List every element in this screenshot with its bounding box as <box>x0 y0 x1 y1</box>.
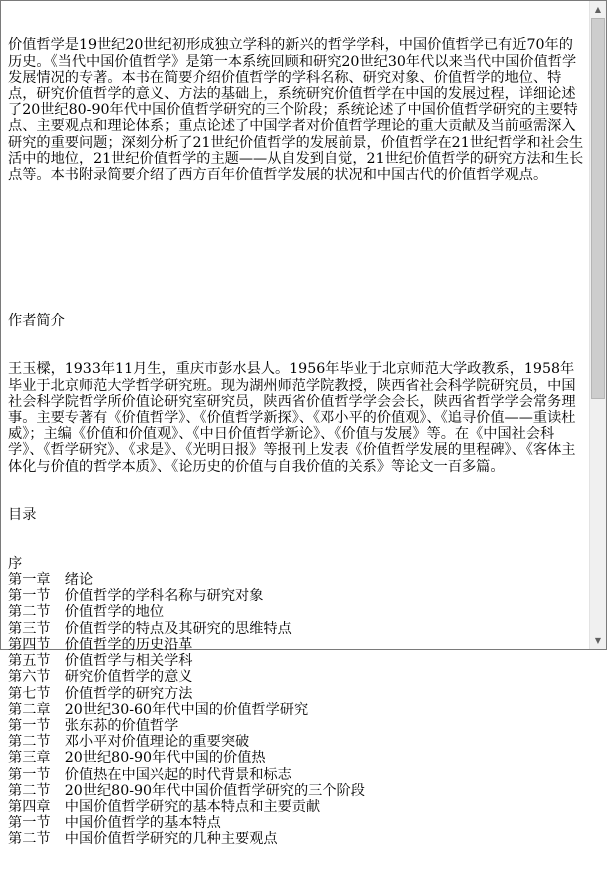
scroll-up-arrow-icon[interactable]: ▲ <box>594 5 602 14</box>
toc-item: 第三节 价值哲学的特点及其研究的思维特点 <box>8 620 292 637</box>
toc-item: 第三章 20世纪80-90年代中国的价值热 <box>8 750 266 767</box>
toc-item: 第七节 价值哲学的研究方法 <box>8 685 193 702</box>
document-text-area[interactable] <box>1 1 590 848</box>
toc-item: 第五节 价值哲学与相关学科 <box>8 653 193 670</box>
toc-item: 第二节 中国价值哲学研究的几种主要观点 <box>8 831 278 848</box>
blank-line <box>8 216 586 232</box>
toc-item: 第一节 中国价值哲学的基本特点 <box>8 815 221 832</box>
scrollbar-track[interactable] <box>590 18 606 632</box>
toc-heading: 目录 <box>8 507 37 524</box>
author-bio: 王玉樑，1933年11月生，重庆市彭水县人。1956年毕业于北京师范大学政教系，1958年毕业于北京师范大学哲学研究班。现为湖州师范学院教授，陕西省社会科学院研究员，中国社会科学院哲学所价值论研究室研究员，陕西省价值哲学学会会长，陕西省哲学学会常务理事。主要专著有《价值哲学》、《价值哲学新探》、《邓小平的价值观》、《追寻价值——重读杜威》；主编《价值和价值观》、《中日价值哲学新论》、《价值与发展》等。在《中国社会科学》、《哲学研究》、《求是》、《光明日报》等报刊上发表《价值哲学发展的里程碑》、《客体主体化与价值的哲学本质》、《论历史的价值与自我价值的关系》等论文一百多篇。 <box>8 361 576 475</box>
toc-item: 第一节 张东荪的价值哲学 <box>8 717 179 734</box>
intro-paragraph: 价值哲学是19世纪20世纪初形成独立学科的新兴的哲学学科，中国价值哲学已有近70年的历史。《当代中国价值哲学》是第一本系统回顾和研究20世纪30年代以来当代中国价值哲学发展情况的专著。本书在简要介绍价值哲学的学科名称、研究对象、价值哲学的地位、特点，研究价值哲学的意义、方法的基础上，系统研究价值哲学在中国的发展过程，详细论述了20世纪80-90年代中国价值哲学研究的三个阶段；系统论述了中国价值哲学研究的主要特点、主要观点和理论体系；重点论述了中国学者对价值哲学理论的重大贡献及当前亟需深入研究的重要问题；深刻分析了21世纪价值哲学的发展前景，价值哲学在21世纪哲学和社会生活中的地位，21世纪价值哲学的主题——从自发到自觉，21世纪价值哲学的研究方法和生长点等。本书附录简要介绍了西方百年价值哲学发展的状况和中国古代的价值哲学观点。 <box>8 37 584 184</box>
toc-item: 第二章 20世纪30-60年代中国的价值哲学研究 <box>8 701 309 718</box>
toc-item: 第四节 价值哲学的历史沿革 <box>8 636 193 653</box>
scroll-down-arrow-icon[interactable]: ▼ <box>594 636 602 645</box>
toc-item: 第二节 邓小平对价值理论的重要突破 <box>8 734 250 751</box>
author-heading: 作者简介 <box>8 312 65 329</box>
toc-item: 第二节 价值哲学的地位 <box>8 604 165 621</box>
toc-item: 第二节 20世纪80-90年代中国价值哲学研究的三个阶段 <box>8 782 365 799</box>
scrollbar-thumb[interactable] <box>591 18 605 399</box>
toc-item: 第四章 中国价值哲学研究的基本特点和主要贡献 <box>8 798 321 815</box>
toc-item: 序 <box>8 555 23 572</box>
toc-item: 第一节 价值热在中国兴起的时代背景和标志 <box>8 766 292 783</box>
toc-item: 第一章 绪论 <box>8 572 94 589</box>
vertical-scrollbar[interactable] <box>589 1 606 649</box>
toc-item: 第一节 价值哲学的学科名称与研究对象 <box>8 588 264 605</box>
toc-item: 第六节 研究价值哲学的意义 <box>8 669 193 686</box>
table-of-contents <box>8 556 586 848</box>
blank-line <box>8 264 586 280</box>
